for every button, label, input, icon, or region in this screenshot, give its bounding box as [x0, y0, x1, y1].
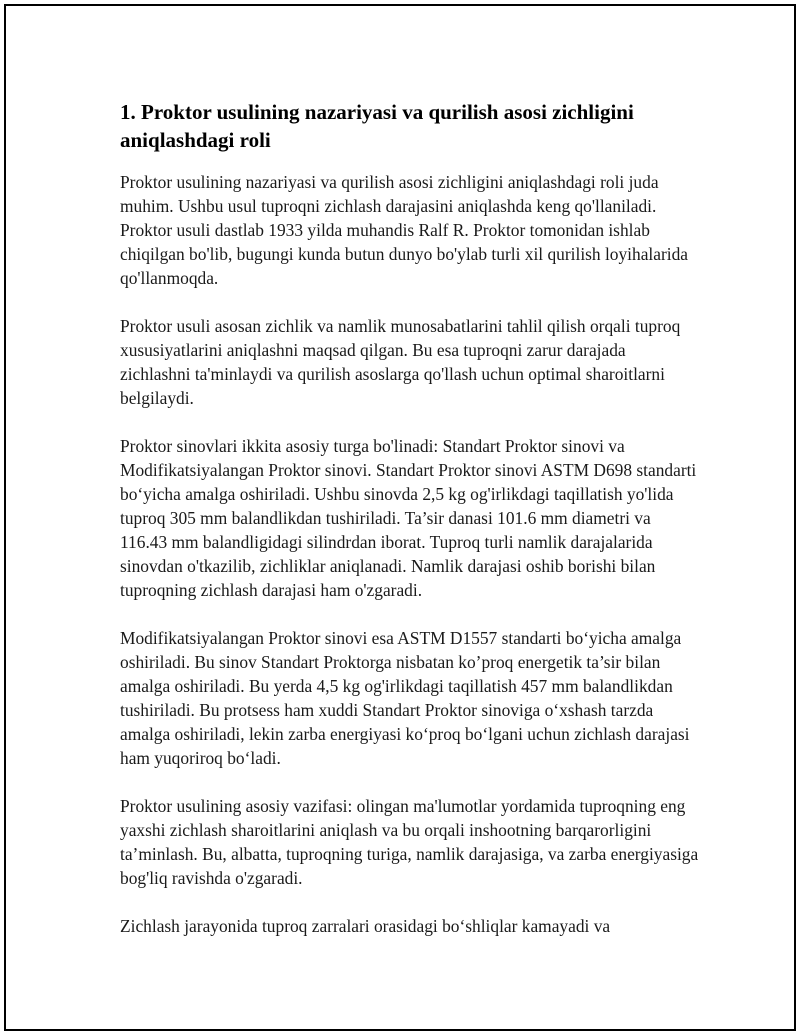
paragraph-1: Proktor usulining nazariyasi va qurilish asosi zichligini aniqlashdagi roli juda muhim. Ushbu usul tuproqni zichlash darajasini aniqlashda keng qo'llaniladi. Proktor usuli dastlab 1933 yilda muhandis Ralf R. Proktor tomonidan ishlab chiqilgan bo'lib, bugungi kunda butun dunyo bo'ylab turli xil qurilish loyihalarida qo'llanmoqda. — [120, 172, 689, 288]
paragraph-6: Zichlash jarayonida tuproq zarralari orasidagi bo‘shliqlar kamayadi va — [120, 916, 611, 936]
paragraph-5: Proktor usulining asosiy vazifasi: olingan ma'lumotlar yordamida tuproqning eng yaxshi zichlash sharoitlarini aniqlash va bu orqali inshootning barqarorligini ta’minlash. Bu, albatta, tuproqning turiga, namlik darajasiga, va zarba energiyasiga bog'liq ravishda o'zgaradi. — [120, 796, 699, 888]
document-body — [120, 98, 700, 962]
document-page — [4, 4, 796, 1031]
paragraph-2: Proktor usuli asosan zichlik va namlik munosabatlarini tahlil qilish orqali tuproq xususiyatlarini aniqlashni maqsad qilgan. Bu esa tuproqni zarur darajada zichlashni ta'minlaydi va qurilish asoslarga qo'llash uchun optimal sharoitlarni belgilaydi. — [120, 316, 681, 408]
section-heading: 1. Proktor usulining nazariyasi va qurilish asosi zichligini aniqlashdagi roli — [120, 100, 634, 152]
paragraph-4: Modifikatsiyalangan Proktor sinovi esa ASTM D1557 standarti bo‘yicha amalga oshiriladi. Bu sinov Standart Proktorga nisbatan ko’proq energetik ta’sir bilan amalga oshiriladi. Bu yerda 4,5 kg og'irlikdagi taqillatish 457 mm balandlikdan tushiriladi. Bu protsess ham xuddi Standart Proktor sinoviga o‘xshash tarzda amalga oshiriladi, lekin zarba energiyasi ko‘proq bo‘lgani uchun zichlash darajasi ham yuqoriroq bo‘ladi. — [120, 628, 690, 768]
paragraph-3: Proktor sinovlari ikkita asosiy turga bo'linadi: Standart Proktor sinovi va Modifikatsiyalangan Proktor sinovi. Standart Proktor sinovi ASTM D698 standarti bo‘yicha amalga oshiriladi. Ushbu sinovda 2,5 kg og'irlikdagi taqillatish yo'lida tuproq 305 mm balandlikdan tushiriladi. Ta’sir danasi 101.6 mm diametri va 116.43 mm balandligidagi silindrdan iborat. Tuproq turli namlik darajalarida sinovdan o'tkazilib, zichliklar aniqlanadi. Namlik darajasi oshib borishi bilan tuproqning zichlash darajasi ham o'zgaradi. — [120, 436, 697, 600]
